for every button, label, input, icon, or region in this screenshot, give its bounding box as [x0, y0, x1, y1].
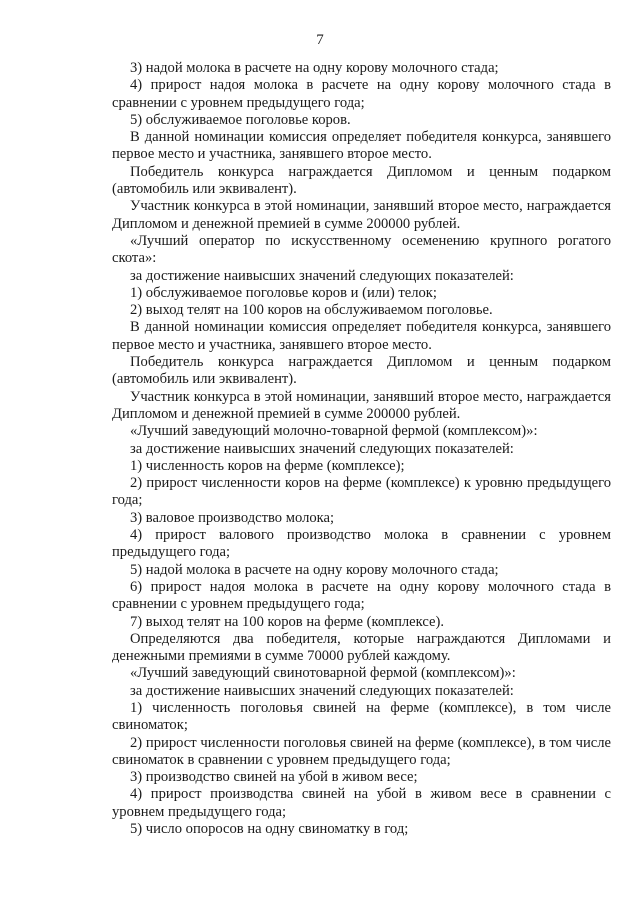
paragraph: за достижение наивысших значений следующих показателей: [130, 682, 514, 699]
paragraph: 1) обслуживаемое поголовье коров и (или) телок; [130, 284, 437, 301]
paragraph: 3) надой молока в расчете на одну корову молочного стада; [130, 60, 499, 76]
paragraph: В данной номинации комиссия определяет победителя конкурса, занявшего первое место и участника, занявшего второе место. [112, 319, 611, 353]
paragraph: «Лучший заведующий молочно-товарной фермой (комплексом)»: [130, 423, 538, 440]
paragraph: за достижение наивысших значений следующих показателей: [130, 440, 514, 457]
paragraph: за достижение наивысших значений следующих показателей: [130, 267, 514, 284]
paragraph: 5) надой молока в расчете на одну корову молочного стада; [130, 561, 499, 578]
paragraph: Победитель конкурса награждается Дипломом и ценным подарком (автомобиль или эквивалент). [112, 163, 611, 198]
paragraph: 2) прирост численности коров на ферме (комплексе) к уровню предыдущего года; [112, 475, 611, 509]
paragraph: 4) прирост валового производство молока в сравнении с уровнем предыдущего года; [112, 527, 611, 561]
paragraph: 4) прирост производства свиней на убой в живом весе в сравнении с уровнем предыдущего года; [112, 786, 611, 820]
document-body [112, 60, 611, 838]
paragraph: 5) обслуживаемое поголовье коров. [130, 111, 351, 128]
paragraph: «Лучший оператор по искусственному осеменению крупного рогатого скота»: [112, 232, 611, 267]
paragraph: 2) прирост численности поголовья свиней на ферме (комплексе), в том числе свиноматок в сравнении с уровнем предыдущего года; [112, 734, 611, 768]
paragraph: Победитель конкурса награждается Дипломом и ценным подарком (автомобиль или эквивалент). [112, 354, 611, 388]
page-number: 7 [316, 32, 324, 48]
paragraph: 2) выход телят на 100 коров на обслуживаемом поголовье. [130, 302, 493, 319]
paragraph: 6) прирост надоя молока в расчете на одну корову молочного стада в сравнении с уровнем предыдущего года; [112, 578, 611, 613]
paragraph: 4) прирост надоя молока в расчете на одну корову молочного стада в сравнении с уровнем предыдущего года; [112, 77, 611, 111]
paragraph: 7) выход телят на 100 коров на ферме (комплексе). [130, 613, 445, 630]
paragraph: Участник конкурса в этой номинации, занявший второе место, награждается Дипломом и денежной премией в сумме 200000 рублей. [112, 198, 611, 232]
paragraph: 5) число опоросов на одну свиноматку в год; [130, 821, 409, 838]
paragraph: 3) производство свиней на убой в живом весе; [130, 769, 418, 786]
paragraph: «Лучший заведующий свинотоварной фермой (комплексом)»: [130, 665, 516, 682]
paragraph: 3) валовое производство молока; [130, 509, 335, 526]
paragraph: Определяются два победителя, которые награждаются Дипломами и денежными премиями в сумме 70000 рублей каждому. [112, 630, 611, 665]
paragraph: В данной номинации комиссия определяет победителя конкурса, занявшего первое место и участника, занявшего второе место. [112, 129, 611, 163]
paragraph: 1) численность коров на ферме (комплексе); [130, 457, 405, 474]
paragraph: Участник конкурса в этой номинации, занявший второе место, награждается Дипломом и денежной премией в сумме 200000 рублей. [112, 388, 611, 422]
paragraph: 1) численность поголовья свиней на ферме (комплексе), в том числе свиноматок; [112, 699, 611, 734]
